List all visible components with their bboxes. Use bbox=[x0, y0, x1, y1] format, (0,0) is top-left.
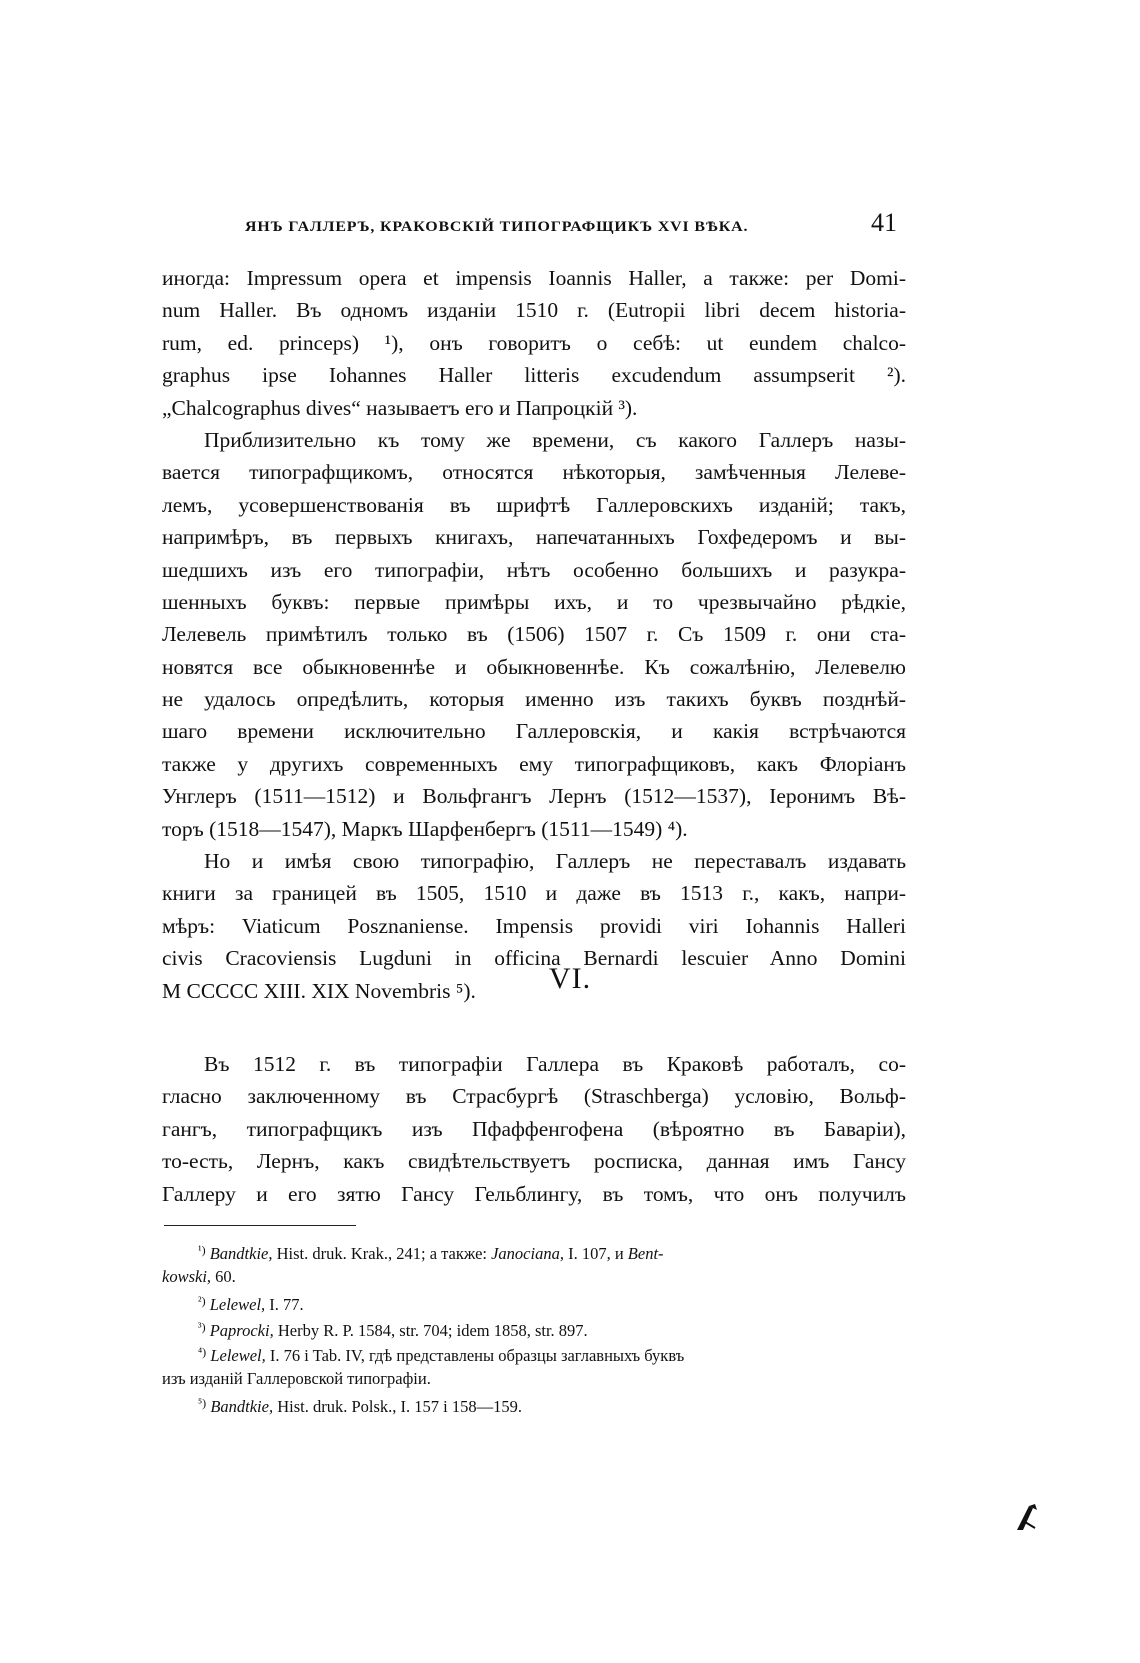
text-line: иногда: Impressum opera et impensis Ioannis Haller, а также: per Domi- bbox=[162, 266, 906, 290]
running-title: ЯНЪ ГАЛЛЕРЪ, КРАКОВСКІЙ ТИПОГРАФЩИКЪ XVI ВѢКА. bbox=[245, 219, 749, 235]
text-line: Въ 1512 г. въ типографіи Галлера въ Краковѣ работалъ, со- bbox=[204, 1052, 906, 1076]
text-line: также у другихъ современныхъ ему типографщиковъ, какъ Флоріанъ bbox=[162, 751, 906, 776]
footnote-author: Paprocki, bbox=[209, 1320, 274, 1340]
paragraph-lern bbox=[162, 1048, 906, 1210]
section-text bbox=[162, 1048, 906, 1210]
footnote-italic: Janociana, bbox=[491, 1244, 564, 1263]
text-line: „Chalcographus dives“ называетъ его и Папроцкій ³). bbox=[162, 395, 638, 420]
library-stamp-icon bbox=[1015, 1502, 1039, 1532]
footnotes bbox=[162, 1238, 906, 1417]
text-line: Но и имѣя свою типографію, Галлеръ не переставалъ издавать bbox=[204, 849, 906, 874]
footnote-mark: ⁵) bbox=[198, 1396, 207, 1410]
text-line: num Haller. Въ одномъ изданіи 1510 г. (Eutropii libri decem historia- bbox=[162, 298, 906, 323]
footnote-4 bbox=[162, 1340, 906, 1391]
text-line: то-есть, Лернъ, какъ свидѣтельствуетъ росписка, данная имъ Гансу bbox=[162, 1149, 906, 1174]
footnote-author: Lelewel, bbox=[209, 1295, 266, 1314]
footnote-mark: ²) bbox=[198, 1294, 206, 1308]
footnote-2 bbox=[198, 1289, 906, 1315]
footnote-text: 60. bbox=[211, 1266, 236, 1286]
footnote-text: Herby R. P. 1584, str. 704; idem 1858, str. 897. bbox=[273, 1320, 588, 1340]
section-heading: VI. bbox=[548, 962, 592, 995]
page-number: 41 bbox=[871, 208, 897, 237]
text-line: новятся все обыкновеннѣе и обыкновеннѣе. Къ сожалѣнію, Лелевелю bbox=[162, 654, 906, 679]
text-line: мѣръ: Viaticum Posznaniense. Impensis providi viri Iohannis Halleri bbox=[162, 913, 906, 938]
footnote-divider bbox=[164, 1225, 356, 1226]
footnote-3 bbox=[198, 1315, 906, 1341]
text-line: civis Cracoviensis Lugduni in officina Bernardi lescuier Anno Domini bbox=[162, 946, 906, 971]
text-line: graphus ipse Iohannes Haller litteris excudendum assumpserit ²). bbox=[162, 363, 906, 388]
text-line: напримѣръ, въ первыхъ книгахъ, напечатанныхъ Гохфедеромъ и вы- bbox=[162, 525, 906, 550]
running-head bbox=[165, 208, 905, 248]
text-line: Приблизительно къ тому же времени, съ какого Галлеръ назы- bbox=[204, 427, 906, 452]
footnote-1 bbox=[162, 1238, 906, 1289]
text-line: шенныхъ буквъ: первые примѣры ихъ, и то чрезвычайно рѣдкіе, bbox=[162, 589, 906, 614]
footnote-text: I. 76 i Tab. IV, гдѣ представлены образцы заглавныхъ буквъ bbox=[265, 1346, 685, 1365]
text-line: не удалось опредѣлить, которыя именно изъ такихъ буквъ позднѣй- bbox=[162, 687, 906, 712]
text-line: шаго времени исключительно Галлеровскія, и какія встрѣчаются bbox=[162, 719, 906, 744]
text-line: вается типографщикомъ, относятся нѣкоторыя, замѣченныя Лелеве- bbox=[162, 460, 906, 485]
text-line: Унглеръ (1511—1512) и Вольфгангъ Лернъ (1512—1537), Іеронимъ Вѣ- bbox=[162, 784, 906, 809]
text-line: гангъ, типографщикъ изъ Пфаффенгофена (вѣроятно въ Баваріи), bbox=[162, 1116, 906, 1141]
footnote-text: изъ изданій Галлеровской типографіи. bbox=[162, 1368, 431, 1388]
text-line: rum, ed. princeps) ¹), онъ говоритъ о себѣ: ut eundem chalco- bbox=[162, 330, 906, 355]
text-line: шедшихъ изъ его типографіи, нѣтъ особенно большихъ и разукра- bbox=[162, 557, 906, 582]
footnote-mark: ⁴) bbox=[198, 1345, 207, 1359]
text-line: лемъ, усовершенствованія въ шрифтѣ Галлеровскихъ изданій; такъ, bbox=[162, 492, 906, 517]
footnote-mark: ³) bbox=[198, 1319, 206, 1334]
footnote-text: I. 77. bbox=[265, 1295, 304, 1314]
footnote-mark: ¹) bbox=[198, 1243, 206, 1257]
main-text bbox=[162, 262, 906, 1007]
text-line: Галлеру и его зятю Гансу Гельблингу, въ томъ, что онъ получилъ bbox=[162, 1181, 906, 1206]
footnote-text: I. 107, и bbox=[563, 1244, 628, 1263]
footnote-text: Hist. druk. Polsk., I. 157 i 158—159. bbox=[273, 1397, 522, 1416]
footnote-text: Hist. druk. Krak., 241; а также: bbox=[272, 1244, 492, 1263]
footnote-author: Bandtkie, bbox=[209, 1244, 273, 1263]
footnote-italic: Bent- bbox=[627, 1244, 664, 1263]
paragraph-typefaces bbox=[162, 424, 906, 845]
footnote-italic: kowski, bbox=[162, 1266, 212, 1286]
paragraph-continuation bbox=[162, 262, 906, 424]
text-line: Лелевель примѣтилъ только въ (1506) 1507 г. Съ 1509 г. они ста- bbox=[162, 622, 906, 647]
footnote-author: Lelewel, bbox=[210, 1346, 266, 1365]
footnote-author: Bandtkie, bbox=[210, 1397, 274, 1416]
text-line: гласно заключенному въ Страсбургѣ (Straschberga) условію, Вольф- bbox=[162, 1084, 906, 1109]
text-line: M CCCCC XIII. XIX Novembris ⁵). bbox=[162, 978, 476, 1003]
footnote-5 bbox=[198, 1391, 906, 1417]
text-line: торъ (1518—1547), Маркъ Шарфенбергъ (1511—1549) ⁴). bbox=[162, 816, 688, 841]
text-line: книги за границей въ 1505, 1510 и даже въ 1513 г., какъ, напри- bbox=[162, 881, 906, 906]
